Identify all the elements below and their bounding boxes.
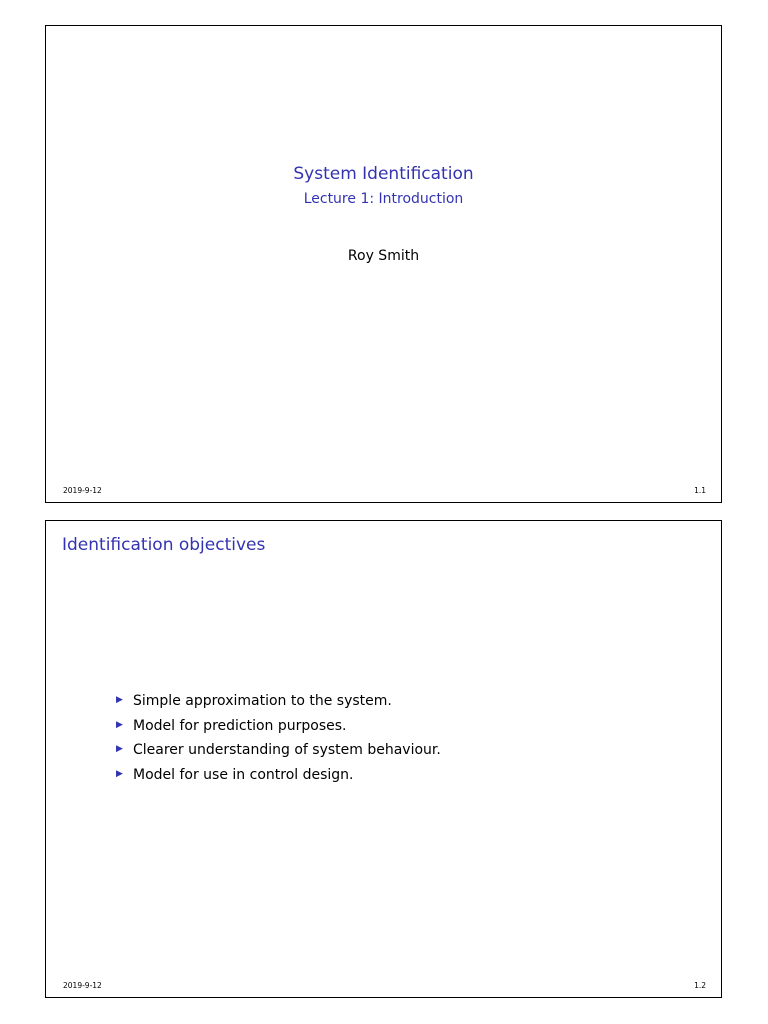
- footer-date: 2019-9-12: [63, 981, 102, 990]
- triangle-bullet-icon: ▶: [116, 719, 123, 730]
- footer-page-number: 1.2: [694, 981, 706, 990]
- title-slide: [45, 25, 722, 503]
- lecture-subtitle: Lecture 1: Introduction: [303, 191, 464, 207]
- list-item: [116, 689, 441, 714]
- list-item-text: Model for use in control design.: [133, 766, 354, 783]
- author-name: Roy Smith: [347, 248, 420, 264]
- footer-page-number: 1.1: [694, 486, 706, 495]
- list-item-text: Clearer understanding of system behaviour.: [133, 742, 441, 758]
- triangle-bullet-icon: ▶: [116, 695, 123, 705]
- list-item: [116, 714, 441, 739]
- triangle-bullet-icon: ▶: [116, 744, 123, 754]
- presentation-title: System Identification: [293, 164, 474, 184]
- objectives-list: [116, 689, 441, 787]
- frame-title: Identification objectives: [62, 535, 266, 555]
- list-item-text: Model for prediction purposes.: [133, 717, 347, 734]
- objectives-slide: [45, 520, 722, 998]
- triangle-bullet-icon: ▶: [116, 768, 123, 779]
- list-item-text: Simple approximation to the system.: [133, 693, 392, 709]
- footer-date: 2019-9-12: [63, 486, 102, 495]
- list-item: [116, 763, 441, 788]
- list-item: [116, 738, 441, 763]
